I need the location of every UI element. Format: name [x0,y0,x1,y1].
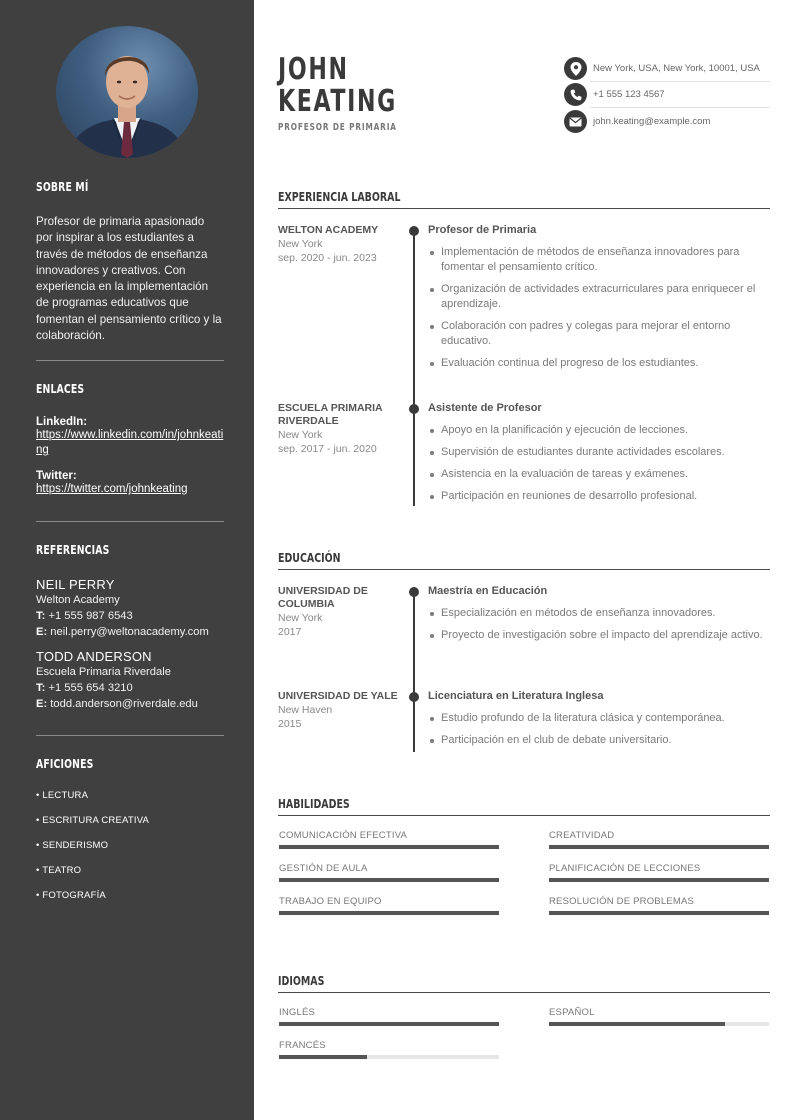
bullet-item: Asistencia en la evaluación de tareas y exámenes. [428,467,770,482]
languages-heading: IDIOMAS [278,973,325,988]
contact-address [564,57,770,79]
section-rule [278,815,770,816]
timeline-dot [409,692,419,702]
experience-heading: EXPERIENCIA LABORAL [278,189,401,204]
bullet-item: Participación en el club de debate universitario. [428,733,770,748]
timeline-dot [409,404,419,414]
education-heading: EDUCACIÓN [278,550,341,565]
experience-entry-meta [278,224,398,265]
bullet-list [428,711,770,748]
organization-location: New York [278,238,323,250]
language-item [279,1007,499,1018]
reference-org: Welton Academy [36,594,120,606]
role-title: Asistente de Profesor [428,402,542,414]
email-label: E: [36,626,48,638]
section-rule [278,992,770,993]
hobby-item: • LECTURA [36,790,89,801]
role-title: Profesor de Primaria [428,224,537,236]
skill-item [279,896,499,907]
hobby-item: • SENDERISMO [36,840,109,851]
hobbies-section [36,757,224,917]
experience-entry-meta [278,402,398,456]
phone-value: +1 555 987 6543 [48,610,133,622]
location-pin-icon [564,57,587,80]
hobby-item: • FOTOGRAFÍA [36,890,106,901]
contact-email [564,110,770,132]
language-item [279,1040,499,1051]
bullet-item: Proyecto de investigación sobre el impacto del aprendizaje activo. [428,628,770,643]
skill-bar-track [279,911,499,915]
hobby-item: • ESCRITURA CREATIVA [36,815,150,826]
skill-bar-fill [279,911,499,915]
hobby-item: • TEATRO [36,865,82,876]
first-name: JOHN [278,52,349,87]
skill-label: COMUNICACIÓN EFECTIVA [279,830,408,841]
skill-label: CREATIVIDAD [549,830,615,841]
language-bar-fill [549,1022,725,1026]
entry-dates: 2015 [278,718,302,730]
language-bar-track [279,1022,499,1026]
entry-dates: sep. 2020 - jun. 2023 [278,252,377,264]
skill-bar-track [549,878,769,882]
sidebar-divider [36,735,224,736]
contact-divider [590,81,770,82]
bullet-item: Organización de actividades extracurriculares para enriquecer el aprendizaje. [428,282,770,312]
language-label: FRANCÉS [279,1040,326,1051]
skill-item [549,896,769,907]
skill-item [549,863,769,874]
bullet-item: Colaboración con padres y colegas para mejorar el entorno educativo. [428,319,770,349]
language-label: ESPAÑOL [549,1007,595,1018]
skill-bar-fill [549,911,769,915]
bullet-item: Evaluación continua del progreso de los estudiantes. [428,356,770,371]
bullet-list [428,606,770,643]
education-timeline [413,592,415,752]
phone-label: T: [36,682,46,694]
linkedin-link[interactable]: https://www.linkedin.com/in/johnkeating [36,429,224,456]
organization-location: New Haven [278,704,333,716]
sidebar-divider [36,521,224,522]
twitter-link[interactable]: https://twitter.com/johnkeating [36,483,188,495]
job-title: PROFESOR DE PRIMARIA [278,122,397,133]
skill-bar-fill [549,878,769,882]
hobbies-heading: AFICIONES [36,757,94,771]
language-bar-track [279,1055,499,1059]
language-item [549,1007,769,1018]
about-section [36,180,224,344]
timeline-dot [409,226,419,236]
skill-item [279,863,499,874]
skill-bar-fill [279,878,499,882]
section-rule [278,569,770,570]
organization-name: UNIVERSIDAD DE YALE [278,690,398,702]
skill-item [549,830,769,841]
bullet-item: Implementación de métodos de enseñanza innovadores para fomentar el pensamiento crítico. [428,245,770,275]
references-section [36,543,224,712]
bullet-item: Estudio profundo de la literatura clásica y contemporánea. [428,711,770,726]
skill-bar-fill [549,845,769,849]
contact-phone [564,83,770,105]
entry-dates: 2017 [278,626,302,638]
language-bar-fill [279,1055,367,1059]
reference-name: NEIL PERRY [36,577,115,592]
reference-item [36,649,224,712]
contact-divider [590,107,770,108]
reference-name: TODD ANDERSON [36,649,152,664]
language-bar-track [549,1022,769,1026]
address-text: New York, USA, New York, 10001, USA [593,63,760,74]
bullet-item: Supervisión de estudiantes durante actividades escolares. [428,445,770,460]
education-entry-details [428,585,770,650]
skill-label: GESTIÓN DE AULA [279,863,368,874]
sidebar [0,0,254,1120]
experience-entry-details [428,224,770,378]
linkedin-label: LinkedIn: [36,416,88,428]
email-icon [564,110,587,133]
organization-location: New York [278,612,323,624]
organization-name: ESCUELA PRIMARIA RIVERDALE [278,402,383,427]
skill-bar-track [549,845,769,849]
email-label: E: [36,698,48,710]
skill-bar-fill [279,845,499,849]
education-entry-details [428,690,770,755]
email-text[interactable]: john.keating@example.com [593,116,711,127]
organization-name: WELTON ACADEMY [278,224,379,236]
skill-bar-track [549,911,769,915]
education-entry-meta [278,690,398,731]
phone-value: +1 555 654 3210 [48,682,133,694]
reference-email [36,624,224,640]
education-entry-meta [278,585,398,639]
profile-photo [56,26,198,158]
reference-item [36,577,224,640]
degree-title: Licenciatura en Literatura Inglesa [428,690,604,702]
references-heading: REFERENCIAS [36,543,110,557]
phone-icon [564,83,587,106]
organization-name: UNIVERSIDAD DE COLUMBIA [278,585,368,610]
bullet-item: Apoyo en la planificación y ejecución de lecciones. [428,423,770,438]
links-section [36,382,224,497]
skill-bar-track [279,845,499,849]
language-label: INGLÉS [279,1007,316,1018]
organization-location: New York [278,429,323,441]
skill-label: RESOLUCIÓN DE PROBLEMAS [549,896,695,907]
skill-item [279,830,499,841]
skill-label: PLANIFICACIÓN DE LECCIONES [549,863,701,874]
experience-timeline [413,231,415,506]
experience-entry-details [428,402,770,511]
link-item-linkedin [36,416,224,458]
degree-title: Maestría en Educación [428,585,548,597]
link-item-twitter [36,470,224,497]
reference-phone [36,608,224,624]
skill-bar-track [279,878,499,882]
sidebar-divider [36,360,224,361]
email-value[interactable]: neil.perry@weltonacademy.com [50,626,209,638]
timeline-dot [409,587,419,597]
reference-email [36,696,224,712]
reference-phone [36,680,224,696]
phone-label: T: [36,610,46,622]
bullet-list [428,245,770,371]
twitter-label: Twitter: [36,470,77,482]
phone-text[interactable]: +1 555 123 4567 [593,89,665,100]
skills-heading: HABILIDADES [278,796,350,811]
about-text: Profesor de primaria apasionado por inspirar a los estudiantes a través de métodos de enseñanza innovadores y creativos. Con experiencia en la implementación de programas educativos que fomentan el pensamiento crítico y la colaboración. [36,215,222,343]
section-rule [278,208,770,209]
skill-label: TRABAJO EN EQUIPO [279,896,382,907]
bullet-list [428,423,770,504]
reference-org: Escuela Primaria Riverdale [36,666,171,678]
about-heading: SOBRE MÍ [36,180,89,194]
links-heading: ENLACES [36,382,85,396]
entry-dates: sep. 2017 - jun. 2020 [278,443,377,455]
language-bar-fill [279,1022,499,1026]
bullet-item: Especialización en métodos de enseñanza innovadores. [428,606,770,621]
last-name: KEATING [278,84,397,119]
email-value[interactable]: todd.anderson@riverdale.edu [50,698,198,710]
bullet-item: Participación en reuniones de desarrollo profesional. [428,489,770,504]
profile-photo-illustration [56,26,198,158]
